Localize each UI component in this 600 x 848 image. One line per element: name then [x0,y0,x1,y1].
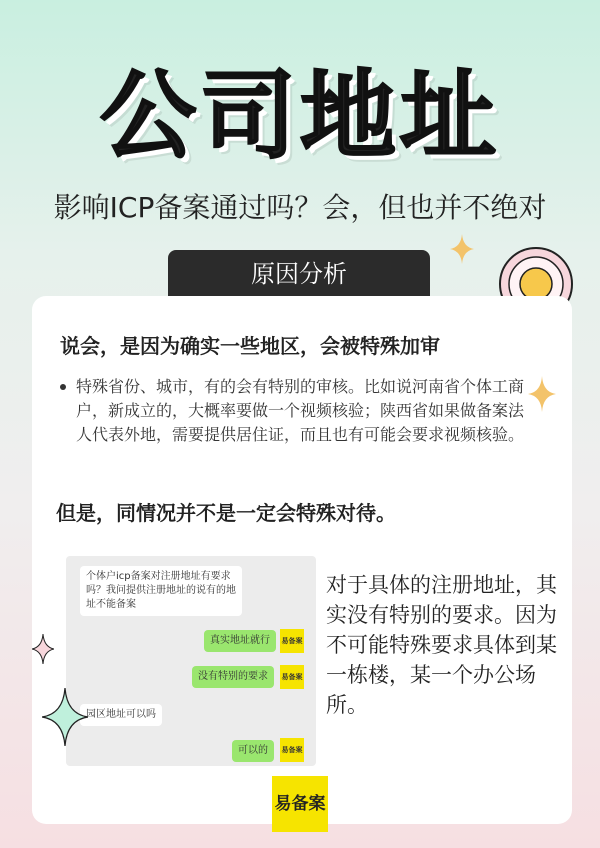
page-subtitle: 影响ICP备案通过吗？会，但也并不绝对 [53,191,547,224]
avatar: 易备案 [280,665,304,689]
heading-but: 但是，同情况并不是一定会特殊对待。 [56,501,396,525]
chat-bubble-answer: 没有特别的要求 [192,666,274,688]
explanation-text: 对于具体的注册地址，其实没有特别的要求。因为不可能特殊要求具体到某一栋楼，某一个办公场所。 [326,573,557,717]
page-title: 公司地址 [100,60,500,172]
avatar: 易备案 [280,738,304,762]
sparkle-icon [32,634,54,664]
avatar: 易备案 [280,629,304,653]
bullet-list [58,375,538,447]
chat-bubble-answer: 真实地址就行 [204,630,276,652]
chat-bubble-question: 园区地址可以吗 [80,704,162,726]
chat-bubble-answer: 可以的 [232,740,274,762]
chat-screenshot [66,556,316,766]
tab-reason-analysis: 原因分析 [168,250,430,298]
list-item: 特殊省份、城市，有的会有特别的审核。比如说河南省个体工商户，新成立的，大概率要做一个视频核验；陕西省如果做备案法人代表外地，需要提供居住证，而且也有可能会要求视频核验。 [58,375,538,447]
heading-yes: 说会，是因为确实一些地区，会被特殊加审 [60,334,440,358]
brand-logo: 易备案 [272,776,328,832]
sparkle-icon [450,234,474,264]
chat-bubble-question: 个体户icp备案对注册地址有要求吗？我问提供注册地址的说有的地址不能备案 [80,566,242,616]
sparkle-icon [42,688,88,746]
